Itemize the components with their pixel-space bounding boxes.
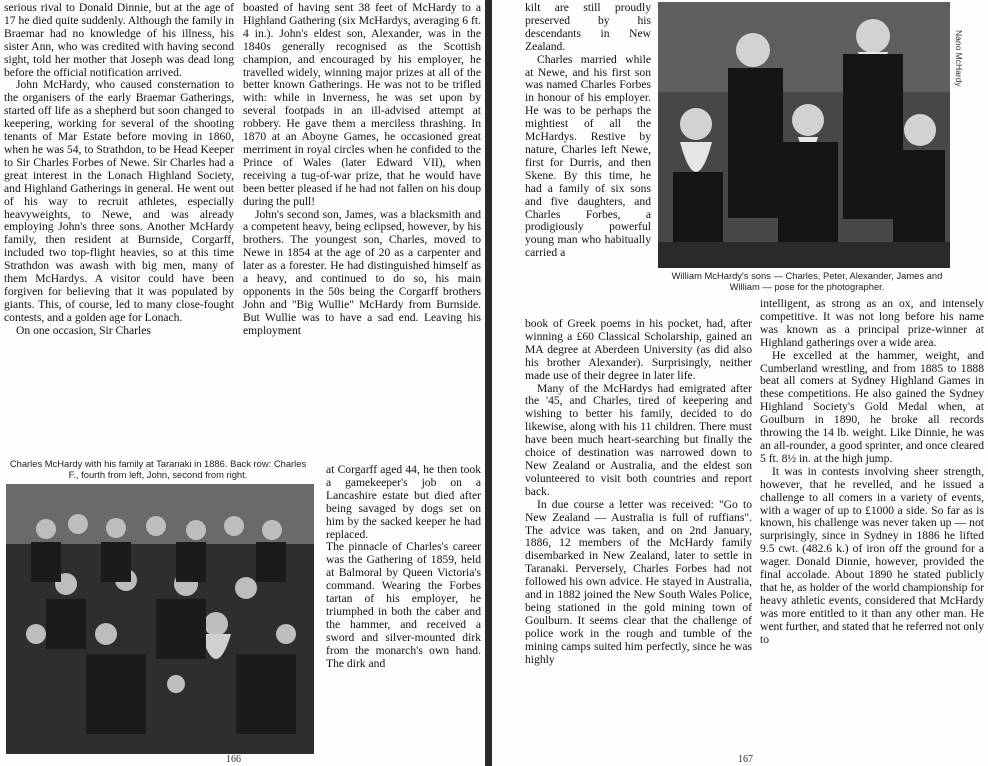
- photo-credit: Nano McHardy: [954, 30, 964, 87]
- left-column-2: [243, 2, 481, 462]
- paragraph: It was in contests involving sheer strength, however, that he revelled, and he issued a challenge to all comers in a variety of events, with a wager of up to £1000 a side. So far as is known, his challenge was never taken up — not surprisingly, since in Sydney in 1886 he lifted 9.5 cwt. (482.6 k.) of iron off the ground for a wager. Donald Dinnie, however, provided the final accolade. About 1890 he stated publicly that he, as holder of the world championship for heavy athletic events, considered that McHardy was more entitled to it than any other man. He went further, and stated that he referred not only to: [760, 464, 984, 646]
- paragraph: The pinnacle of Charles's career was the Gathering of 1859, held at Balmoral by Queen Victoria's command. Wearing the Forbes tartan of his employer, he triumphed in both the caber and the hammer, and received a sword and silver-mounted dirk from the monarch's own hand. The dirk and: [326, 540, 481, 670]
- paragraph: On one occasion, Sir Charles: [16, 323, 151, 337]
- paragraph: Charles married while at Newe, and his first son was named Charles Forbes in honour of his employer. He was to be perhaps the mightiest of all the McHardys. Restive by nature, Charles left Newe, first for Durris, and then Skene. By this time, he had a family of six sons and five daughters, and Charles Forbes, a prodigiously powerful young man who habitually carried a: [525, 52, 651, 260]
- paragraph: John McHardy, who caused consternation to the organisers of the early Braemar Gatherings, started off life as a shepherd but soon changed to keepering, working for several of the shooting tenants of Mar Estate before moving in 1860, when he was 54, to Strathdon, to be Head Keeper to Sir Charles Forbes of Newe. Sir Charles had a great interest in the Lonach Highland Society, and Highland Gatherings in general. He went out of his way to recruit athletes, especially heavyweights, to Newe, and was already employing John's three sons. Another McHardy family, then resident at Burnside, Corgarff, included two top-flight heavies, so at this time Strathdon was awash with big men, many of them McHardys. A visitor could have been forgiven for believing that it was populated by giants. This, of course, led to many close-fought contests, and a golden age for Lonach.: [4, 78, 234, 324]
- right-column-2: [760, 298, 984, 752]
- right-column-1-upper: [525, 2, 651, 318]
- paragraph: intelligent, as strong as an ox, and intensely competitive. It was not long before his name was known as a principal prize-winner at Highland gatherings over a wide area.: [760, 298, 984, 349]
- paragraph: book of Greek poems in his pocket, had, after winning a £60 Classical Scholarship, gained an MA degree at Aberdeen University (as did also his brother Alexander). Surprisingly, neither made use of their degree in later life.: [525, 318, 752, 382]
- page-number-left: 166: [226, 754, 241, 765]
- paragraph: John's second son, James, was a blacksmith and a competent heavy, being eclipsed, however, by his brothers. The youngest son, Charles, moved to Newe in 1854 at the age of 20 as a carpenter and later as a forester. He had distinguished himself as a heavy, and continued to do so, his main opponents in the 50s being the Corgarff brothers John and "Big Wullie" McHardy from Burnside. But Wullie was to have a sad end. Leaving his employment: [243, 207, 481, 337]
- paragraph: kilt are still proudly preserved by his descendants in New Zealand.: [525, 2, 651, 53]
- paragraph: He excelled at the hammer, weight, and Cumberland wrestling, and from 1885 to 1888 beat all comers at Sydney Highland Games in these competitions. He also gained the Sydney Highland Society's Gold Medal when, at Goulburn in 1890, he broke all records throwing the 14 lb. weight. Like Dinnie, he was an all-rounder, a good sprinter, and once cleared 5 ft. 8½ in. at the high jump.: [760, 348, 984, 465]
- paragraph: at Corgarff aged 44, he then took a gamekeeper's job on a Lancashire estate but died after being savaged by dogs set on him by the sacked keeper he had replaced.: [326, 464, 481, 541]
- page-number-right: 167: [738, 754, 753, 765]
- left-photo-caption: Charles McHardy with his family at Taranaki in 1886. Back row: Charles F., fourth from left, John, second from right.: [9, 458, 307, 481]
- left-column-2-lower: [326, 464, 481, 754]
- paragraph: Many of the McHardys had emigrated after the '45, and Charles, tired of keepering and wishing to better his family, decided to do likewise, along with his 11 children. There must have been much heart-searching but finally the choice of destination was narrowed down to New Zealand or Australia, and the eldest son volunteered to visit both countries and report back.: [525, 381, 752, 498]
- paragraph: boasted of having sent 38 feet of McHardy to a Highland Gathering (six McHardys, averaging 6 ft. 4 in.). John's eldest son, Alexander, was in the 1840s generally recognised as the Scottish champion, and encouraged by his employer, he travelled widely, winning major prizes at all of the better known Gatherings. He was not to be trifled with: while in Inverness, he was set upon by several footpads in an ill-advised attempt at robbery. He gave them a merciless thrashing. In 1870 at an Aboyne Games, he occasioned great merriment in royal circles when he confided to the Prince of Wales (later Edward VII), when receiving a tug-of-war prize, that he would have been better pleased if he had not fallen on his doup during the pull!: [243, 2, 481, 208]
- book-gutter: [485, 0, 492, 766]
- paragraph: In due course a letter was received: "Go to New Zealand — Australia is full of ruffians". The advice was taken, and on 2nd January, 1886, 12 members of the McHardy family disembarked in New Zealand, later to settle in Taranaki. Perversely, Charles Forbes had not followed his own advice. He stayed in Australia, and in 1882 joined the New South Wales Police, being stationed in the gold mining town of Goulburn. It seems clear that the challenge of police work in the rough and tumble of the mining camps suited him perfectly, since he was highly: [525, 497, 752, 666]
- right-page: [492, 0, 988, 766]
- sons-photo: [658, 2, 950, 268]
- right-column-1-lower: [525, 318, 752, 752]
- family-photo-taranaki: [6, 484, 314, 754]
- paragraph: serious rival to Donald Dinnie, but at the age of 17 he died quite suddenly. Although the family in Braemar had no knowledge of his illness, his sister Ann, who was credited with having second sight, told her mother that Joseph was dead long before the official notification arrived.: [4, 2, 234, 79]
- left-page: [0, 0, 485, 766]
- right-photo-caption: William McHardy's sons — Charles, Peter, Alexander, James and William — pose for the photographer.: [671, 270, 943, 293]
